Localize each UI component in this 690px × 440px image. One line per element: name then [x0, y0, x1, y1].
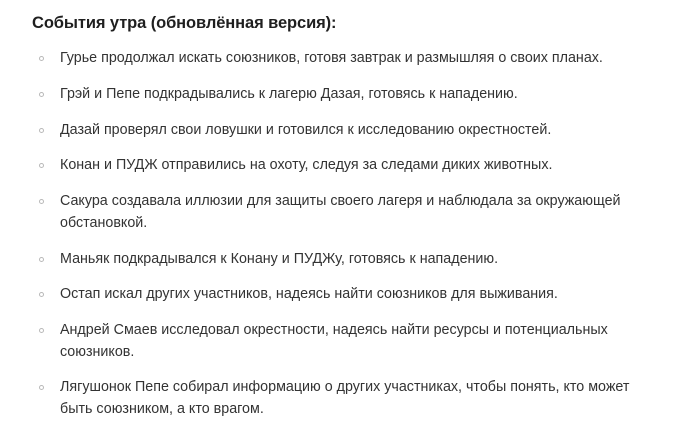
- list-item-text: Лягушонок Пепе собирал информацию о других участниках, чтобы понять, кто может быть союзником, а кто врагом.: [60, 379, 630, 418]
- list-item: [32, 320, 662, 363]
- list-item: [32, 284, 662, 306]
- list-item-text: Остап искал других участников, надеясь найти союзников для выживания.: [60, 286, 558, 303]
- list-item: [32, 155, 662, 177]
- circle-outline-bullet-icon: [39, 163, 44, 168]
- list-item-text: Сакура создавала иллюзии для защиты своего лагеря и наблюдала за окружающей обстановкой.: [60, 193, 621, 231]
- list-item-text: Дазай проверял свои ловушки и готовился к исследованию окрестностей.: [60, 121, 552, 138]
- list-item: [32, 249, 662, 271]
- list-item-text: Грэй и Пепе подкрадывались к лагерю Дазая, готовясь к нападению.: [60, 85, 518, 102]
- list-item-text: Андрей Смаев исследовал окрестности, надеясь найти ресурсы и потенциальных союзников.: [60, 322, 608, 360]
- circle-outline-bullet-icon: [39, 328, 44, 333]
- circle-outline-bullet-icon: [39, 128, 44, 133]
- list-item-text: Гурье продолжал искать союзников, готовя завтрак и размышляя о своих планах.: [60, 50, 603, 67]
- circle-outline-bullet-icon: [39, 292, 44, 297]
- list-item-text: Конан и ПУДЖ отправились на охоту, следуя за следами диких животных.: [60, 157, 553, 174]
- circle-outline-bullet-icon: [39, 92, 44, 97]
- list-item: [32, 48, 662, 70]
- circle-outline-bullet-icon: [39, 199, 44, 204]
- list-item-text: Маньяк подкрадывался к Конану и ПУДЖу, готовясь к нападению.: [60, 250, 499, 267]
- list-item: [32, 191, 662, 234]
- event-list: [32, 48, 662, 421]
- circle-outline-bullet-icon: [39, 257, 44, 262]
- circle-outline-bullet-icon: [39, 56, 44, 61]
- list-item: [32, 120, 662, 142]
- list-item: [32, 377, 662, 420]
- circle-outline-bullet-icon: [39, 385, 44, 390]
- list-item: [32, 84, 662, 106]
- page-title: События утра (обновлённая версия):: [32, 14, 337, 32]
